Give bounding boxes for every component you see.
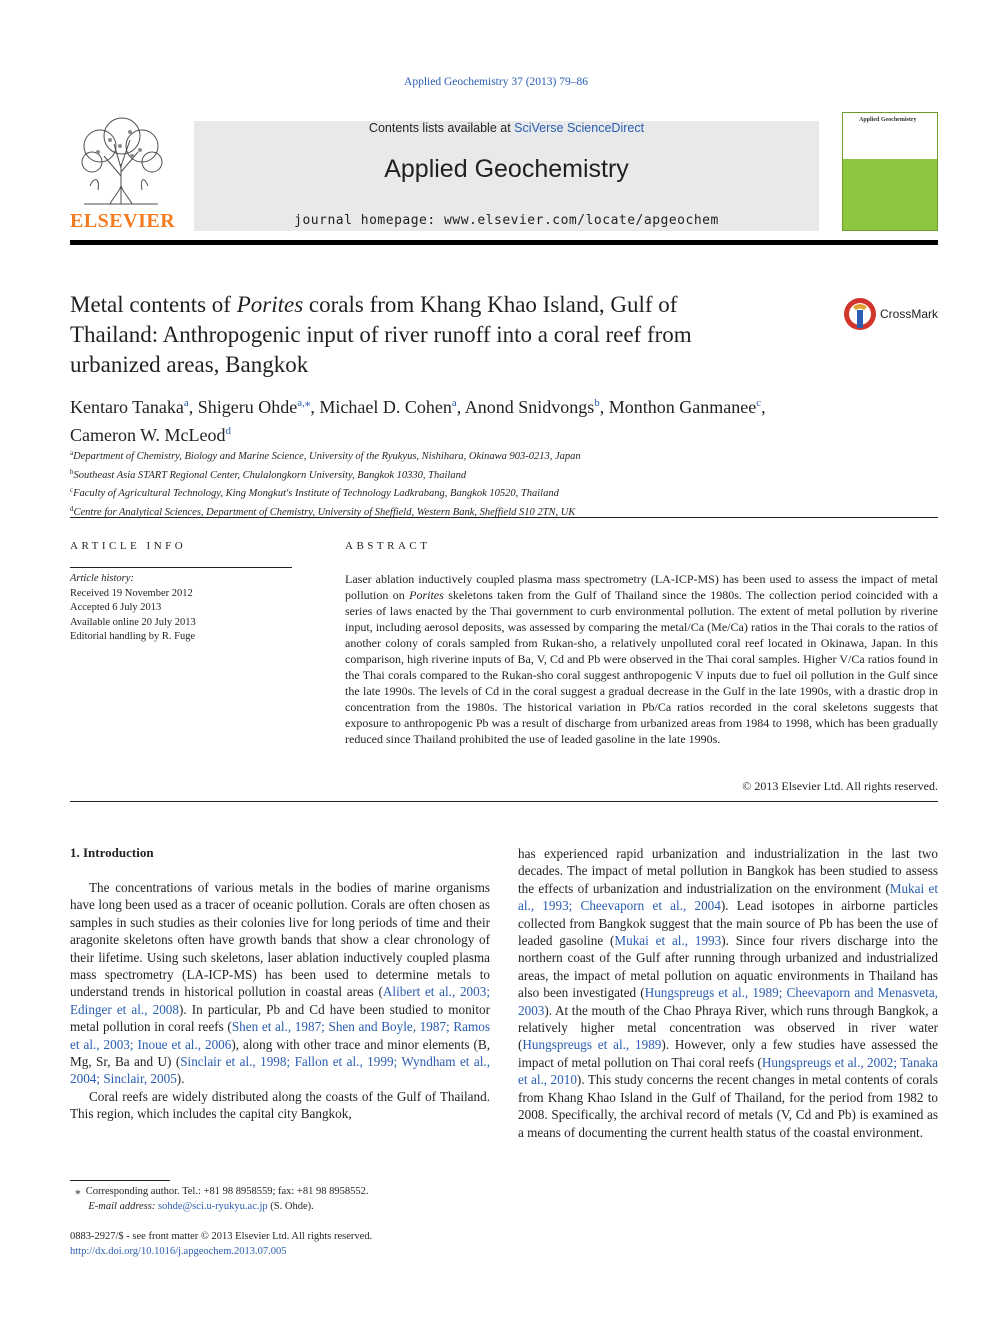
author-name[interactable]: Shigeru Ohde — [197, 397, 298, 417]
citation-link[interactable]: Mukai et al., 1993; Cheevaporn et al., 2004 — [518, 880, 938, 914]
affiliation-key: b — [70, 467, 74, 476]
abstract-part-1: Laser ablation inductively coupled plasma mass spectrometry (LA-ICP-MS) has been used to assess the impact of metal pollution on — [345, 572, 938, 602]
body-text: The concentrations of various metals in the bodies of marine organisms have long been used as a tracer of oceanic pollution. Corals are often chosen as samples in such studies as their colonies live for long periods of time and their aragonite skeletons often have growth bands that show a clear chronology of their lifetime. Using such skeletons, laser ablation inductively coupled plasma mass spectrometry (LA-ICP-MS) has been used to determine metals to understand trends in historical pollution in coastal areas ( — [70, 880, 490, 1000]
accepted-date: Accepted 6 July 2013 — [70, 602, 162, 613]
corresponding-text: Corresponding author. Tel.: +81 98 8958559; fax: +81 98 8958552. — [85, 1186, 369, 1197]
affiliation-line — [70, 483, 938, 502]
crossmark-label[interactable]: CrossMark — [880, 307, 939, 321]
affiliation-line — [70, 446, 938, 465]
issn-line: 0883-2927/$ - see front matter © 2013 Elsevier Ltd. All rights reserved. — [70, 1231, 373, 1242]
author-name[interactable]: Kentaro Tanaka — [70, 397, 184, 417]
journal-name: Applied Geochemistry — [384, 155, 629, 183]
footnote-rule — [70, 1180, 170, 1181]
body-text: ). This study concerns the recent changes in metal contents of corals from Khang Khao Island in the Gulf of Thailand, for the period from 1982 to 2008. Specifically, the archival record of metals (V, Cd and Pb) is examined as a means of documenting the current health status of the coastal environment. — [518, 1072, 938, 1140]
body-column-right — [518, 845, 938, 1141]
body-text: ). However, only a few studies have assessed the impact of metal pollution on Thai coral reefs ( — [518, 1037, 938, 1070]
email-suffix: (S. Ohde). — [267, 1200, 314, 1212]
body-text: ). Lead isotopes in airborne particles collected from Bangkok suggest that the main source of Pb has been the use of leaded gasoline ( — [518, 898, 938, 949]
article-title — [70, 290, 710, 380]
citation-link[interactable]: Hungspreugs et al., 1989; Cheevaporn and Menasveta, 2003 — [518, 985, 938, 1018]
author-affiliation-marker[interactable]: a — [183, 397, 189, 409]
author-name[interactable]: Monthon Ganmanee — [608, 397, 757, 417]
author-affiliation-marker[interactable]: b — [594, 397, 600, 409]
contents-prefix: Contents lists available at — [368, 121, 515, 135]
section-rule — [70, 517, 938, 518]
affiliation-text: Southeast Asia START Regional Center, Chulalongkorn University, Bangkok 10330, Thailand — [73, 469, 467, 481]
affiliation-key: c — [70, 486, 74, 494]
doi-link[interactable]: http://dx.doi.org/10.1016/j.apgeochem.2013.07.005 — [70, 1245, 287, 1257]
body-text: ), along with other trace and minor elements (B, Mg, Sr, Ba and U) ( — [70, 1036, 490, 1070]
affiliation-text: Centre for Analytical Sciences, Department of Chemistry, University of Sheffield, Western Bank, Sheffield S10 2TN, UK — [73, 506, 576, 518]
corresponding-author-note: ⁎ Corresponding author. Tel.: +81 98 8958559; fax: +81 98 8958552. — [70, 1186, 369, 1197]
affiliation-key: d — [70, 504, 74, 513]
elsevier-wordmark: ELSEVIER — [70, 210, 176, 232]
citation-link[interactable]: Hungspreugs et al., 1989 — [522, 1037, 662, 1053]
citation-link[interactable]: Hungspreugs et al., 2002; Tanaka et al., 2010 — [518, 1054, 939, 1088]
journal-cover-thumbnail[interactable] — [842, 112, 938, 231]
email-label: E-mail address: — [88, 1200, 158, 1212]
email-link[interactable]: sohde@sci.u-ryukyu.ac.jp — [157, 1200, 268, 1212]
affiliation-line — [70, 465, 938, 484]
author-affiliation-marker[interactable]: c — [756, 397, 762, 409]
author-name[interactable]: Michael D. Cohen — [319, 397, 452, 417]
received-date: Received 19 November 2012 — [70, 587, 193, 599]
body-text: has experienced rapid urbanization and industrialization in the last two decades. The impact of metal pollution in Bangkok has been studied to assess the effects of urbanization and industrialization on the environment ( — [518, 846, 938, 896]
citation-link[interactable]: Alibert et al., 2003; Edinger et al., 2008 — [70, 984, 490, 1017]
body-column-left — [70, 879, 490, 1123]
author-list: Kentaro Tanaka$^a$, Shigeru Ohde$^{a,⁎}$, Michael D. Cohen$^a$, Anond Snidvongs$^b$, Monthon Ganmanee$^c$, Cameron W. McLeod$^d$ — [70, 397, 766, 445]
title-italic: Porites — [236, 292, 304, 317]
body-text: ). Since four rivers discharge into the northern coast of the Gulf after running through urbanized and industrialized areas, the impact of metal pollution on aquatic environments in Thailand has also been investigated ( — [518, 933, 938, 1001]
body-text: ). — [176, 1071, 185, 1087]
footnotes — [70, 1185, 490, 1214]
contents-line — [194, 121, 819, 135]
abstract-text — [345, 571, 938, 747]
author-affiliation-marker[interactable]: a,⁎ — [297, 397, 311, 409]
intro-paragraph-2: Coral reefs are widely distributed along the coasts of the Gulf of Thailand. This region, which includes the capital city Bangkok, — [70, 1088, 490, 1122]
section-rule-bottom — [70, 801, 938, 802]
body-text: ). In particular, Pb and Cd have been studied to monitor metal pollution in coral reefs ( — [70, 1001, 490, 1035]
crossmark-icon — [842, 296, 878, 332]
online-date: Available online 20 July 2013 — [70, 616, 196, 628]
abstract-italic: Porites — [409, 588, 444, 602]
body-text: ). At the mouth of the Chao Phraya River, which runs through Bangkok, a relatively higher metal concentration was observed in river water ( — [518, 1002, 938, 1053]
journal-homepage[interactable]: journal homepage: www.elsevier.com/locate/apgeochem — [294, 213, 719, 228]
abstract-heading: ABSTRACT — [345, 540, 431, 552]
article-info-heading: ARTICLE INFO — [70, 540, 187, 552]
cover-title: Applied Geochemistry — [859, 117, 917, 123]
introduction-heading: 1. Introduction — [70, 845, 154, 860]
email-note — [70, 1200, 490, 1215]
article-history — [70, 572, 310, 645]
author-name[interactable]: Cameron W. McLeod — [70, 425, 226, 445]
affiliation-text: Faculty of Agricultural Technology, King Mongkut's Institute of Technology Ladkrabang, Bangkok 10520, Thailand — [73, 488, 559, 499]
copyright-notice: © 2013 Elsevier Ltd. All rights reserved. — [742, 779, 938, 793]
abstract-part-2: skeletons taken from the Gulf of Thailand since the 1980s. The collection period coincided with a series of laws enacted by the Thai government to curb environmental pollution. The extent of metal pollution by riverine input, including aerosol deposits, was assessed by comparing the metal/Ca (Me/Ca) ratios in the Thai corals to the ratios of another colony of corals sampled from Rukan-sho, a relatively unpolluted coral reef located in Okinawa, Japan. In this comparison, high riverine inputs of Ba, V, Cd and Pb were observed in the Thai coral samples. Higher V/Ca ratios found in the Thai corals compared to the Rukan-sho coral suggest anthropogenic V inputs due to fuel oil pollution in the Gulf since the late 1990s. The levels of Cd in the coral suggest a gradual decrease in the Gulf in the late 1990s, with a drastic drop in concentration from the 1980s. The historical variation in Pb/Ca ratios recorded in the coral skeletons suggests that exposure to anthropogenic Pb was a result of discharge from urbanized areas from 1984 to 1998, which has been gradually reduced since Thailand prohibited the use of leaded gasoline in the late 1990s. — [345, 588, 938, 746]
citation-link[interactable]: Shen et al., 1987; Shen and Boyle, 1987; Ramos et al., 2003; Inoue et al., 2006 — [70, 1019, 490, 1052]
article-info-rule — [70, 567, 292, 568]
editorial-handling: Editorial handling by R. Fuge — [70, 631, 196, 642]
author-affiliation-marker[interactable]: d — [225, 425, 231, 437]
intro-paragraph-1 — [70, 879, 490, 1088]
issn-block — [70, 1230, 490, 1259]
sciencedirect-link[interactable]: SciVerse ScienceDirect — [514, 121, 645, 135]
affiliation-key: a — [70, 449, 74, 457]
citation-link[interactable]: Sinclair et al., 1998; Fallon et al., 1999; Wyndham et al., 2004; Sinclair, 2005 — [70, 1054, 491, 1087]
author-affiliation-marker[interactable]: a — [451, 397, 457, 409]
header-rule — [70, 240, 938, 245]
affiliation-text: Department of Chemistry, Biology and Marine Science, University of the Ryukyus, Nishihara, Okinawa 903-0213, Japan — [73, 451, 581, 462]
journal-citation[interactable]: Applied Geochemistry 37 (2013) 79–86 — [404, 76, 588, 88]
intro-paragraph-continued — [518, 845, 938, 1141]
author-name[interactable]: Anond Snidvongs — [464, 397, 595, 417]
title-part-1: Metal contents of — [70, 292, 237, 317]
affiliation-list — [70, 446, 938, 520]
history-label: Article history: — [70, 573, 134, 584]
citation-link[interactable]: Mukai et al., 1993 — [614, 933, 722, 949]
title-part-2: corals from Khang Khao Island, Gulf of Thailand: Anthropogenic input of river runoff into a coral reef from urbanized areas, Bangkok — [70, 292, 692, 377]
